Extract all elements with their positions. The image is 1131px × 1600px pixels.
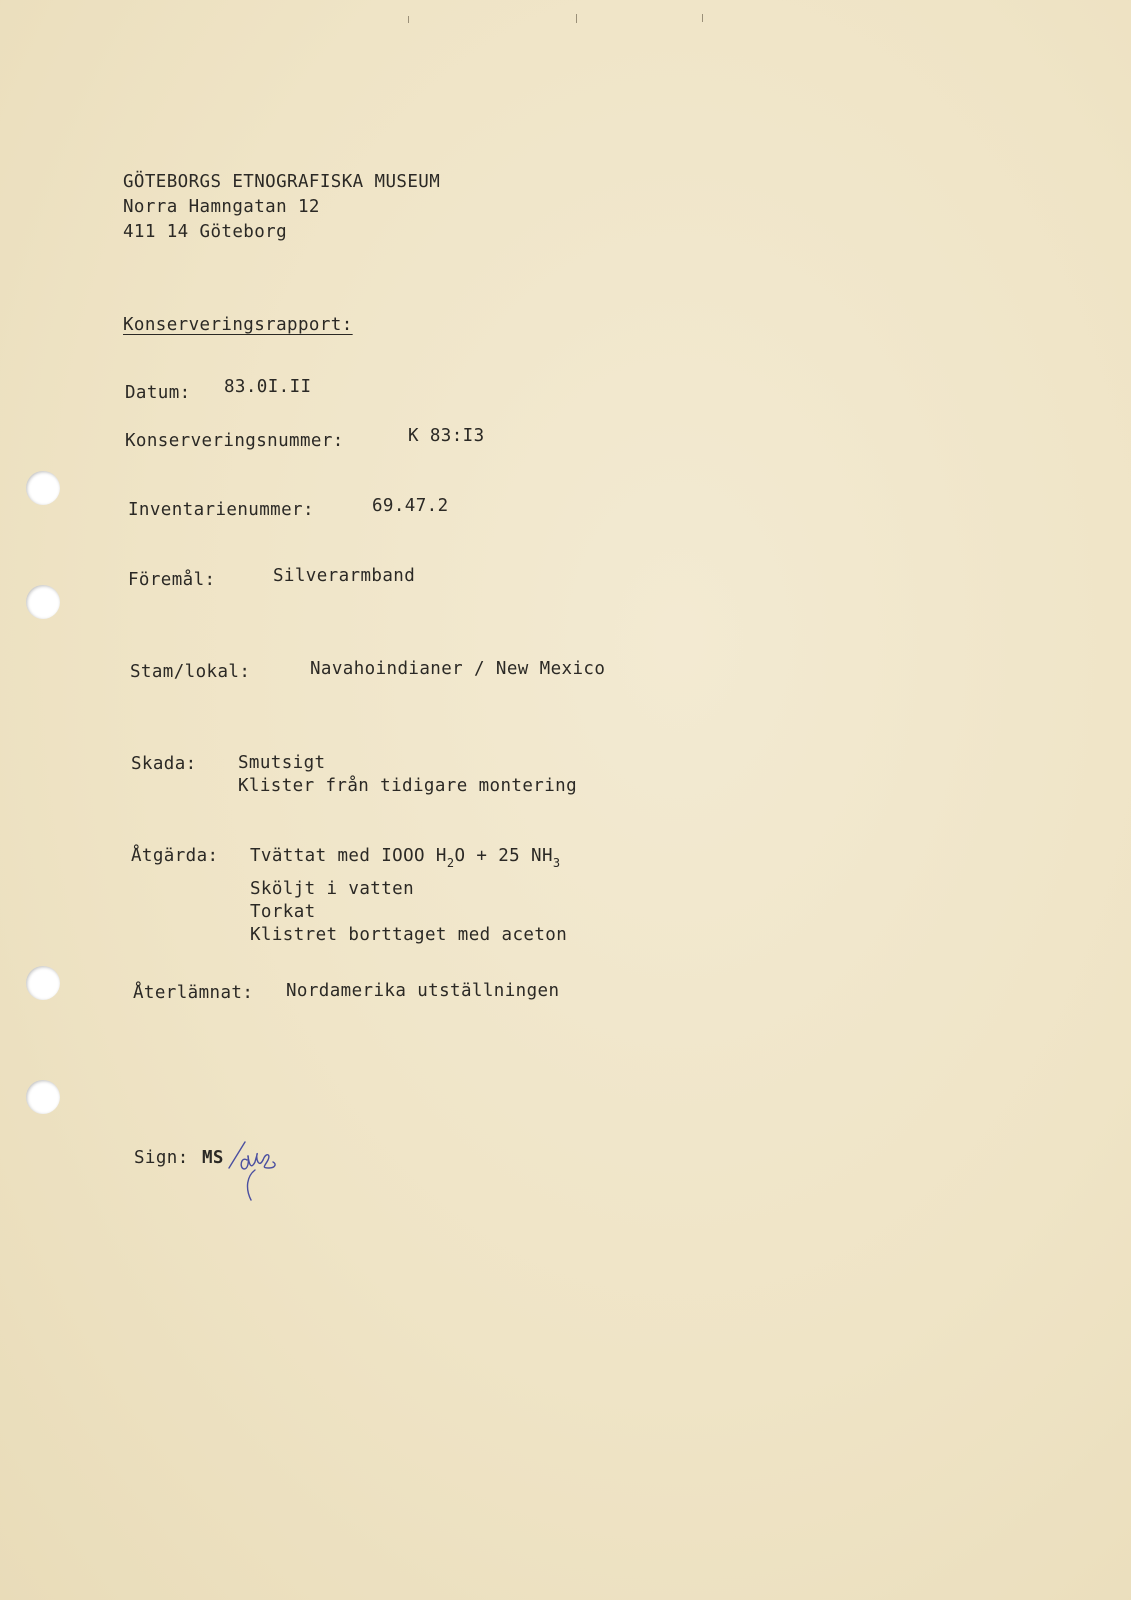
datum-value: 83.0I.II bbox=[224, 377, 312, 397]
konserveringsnummer-label: Konserveringsnummer: bbox=[125, 431, 344, 451]
stam-lokal-value: Navahoindianer / New Mexico bbox=[310, 659, 606, 679]
datum-label: Datum: bbox=[125, 383, 191, 403]
handwritten-signature-icon bbox=[225, 1138, 285, 1208]
aterlamnat-value: Nordamerika utställningen bbox=[286, 981, 560, 1001]
aterlamnat-label: Återlämnat: bbox=[133, 983, 254, 1003]
postal-address: 411 14 Göteborg bbox=[123, 222, 288, 242]
skada-line-2: Klister från tidigare montering bbox=[238, 776, 578, 796]
sign-label: Sign: bbox=[134, 1148, 189, 1168]
binder-hole-1 bbox=[26, 471, 60, 505]
atgarda-subscript-1: 2 bbox=[446, 856, 455, 870]
stam-lokal-label: Stam/lokal: bbox=[130, 662, 251, 682]
binder-hole-3 bbox=[26, 966, 60, 1000]
binder-hole-2 bbox=[26, 585, 60, 619]
report-title: Konserveringsrapport: bbox=[123, 315, 353, 335]
paper-speck bbox=[408, 16, 409, 23]
sign-value: MS bbox=[202, 1148, 224, 1168]
museum-name: GÖTEBORGS ETNOGRAFISKA MUSEUM bbox=[123, 172, 441, 192]
atgarda-line-2: Sköljt i vatten bbox=[250, 879, 415, 899]
foremal-label: Föremål: bbox=[128, 570, 216, 590]
inventarienummer-label: Inventarienummer: bbox=[128, 500, 314, 520]
atgarda-line-4: Klistret borttaget med aceton bbox=[250, 925, 568, 945]
atgarda-line-1 bbox=[250, 848, 561, 869]
atgarda-label: Åtgärda: bbox=[131, 846, 219, 866]
street-address: Norra Hamngatan 12 bbox=[123, 197, 320, 217]
paper-speck bbox=[702, 14, 703, 22]
atgarda-line-3: Torkat bbox=[250, 902, 316, 922]
skada-line-1: Smutsigt bbox=[238, 753, 326, 773]
paper-speck bbox=[576, 14, 577, 23]
atgarda-line-1-prefix: Tvättat med IOOO H bbox=[250, 846, 447, 866]
inventarienummer-value: 69.47.2 bbox=[372, 496, 449, 516]
skada-label: Skada: bbox=[131, 754, 197, 774]
foremal-value: Silverarmband bbox=[273, 566, 416, 586]
atgarda-line-1-mid: O + 25 NH bbox=[454, 846, 553, 866]
binder-hole-4 bbox=[26, 1080, 60, 1114]
konserveringsnummer-value: K 83:I3 bbox=[408, 426, 485, 446]
atgarda-subscript-2: 3 bbox=[552, 856, 561, 870]
